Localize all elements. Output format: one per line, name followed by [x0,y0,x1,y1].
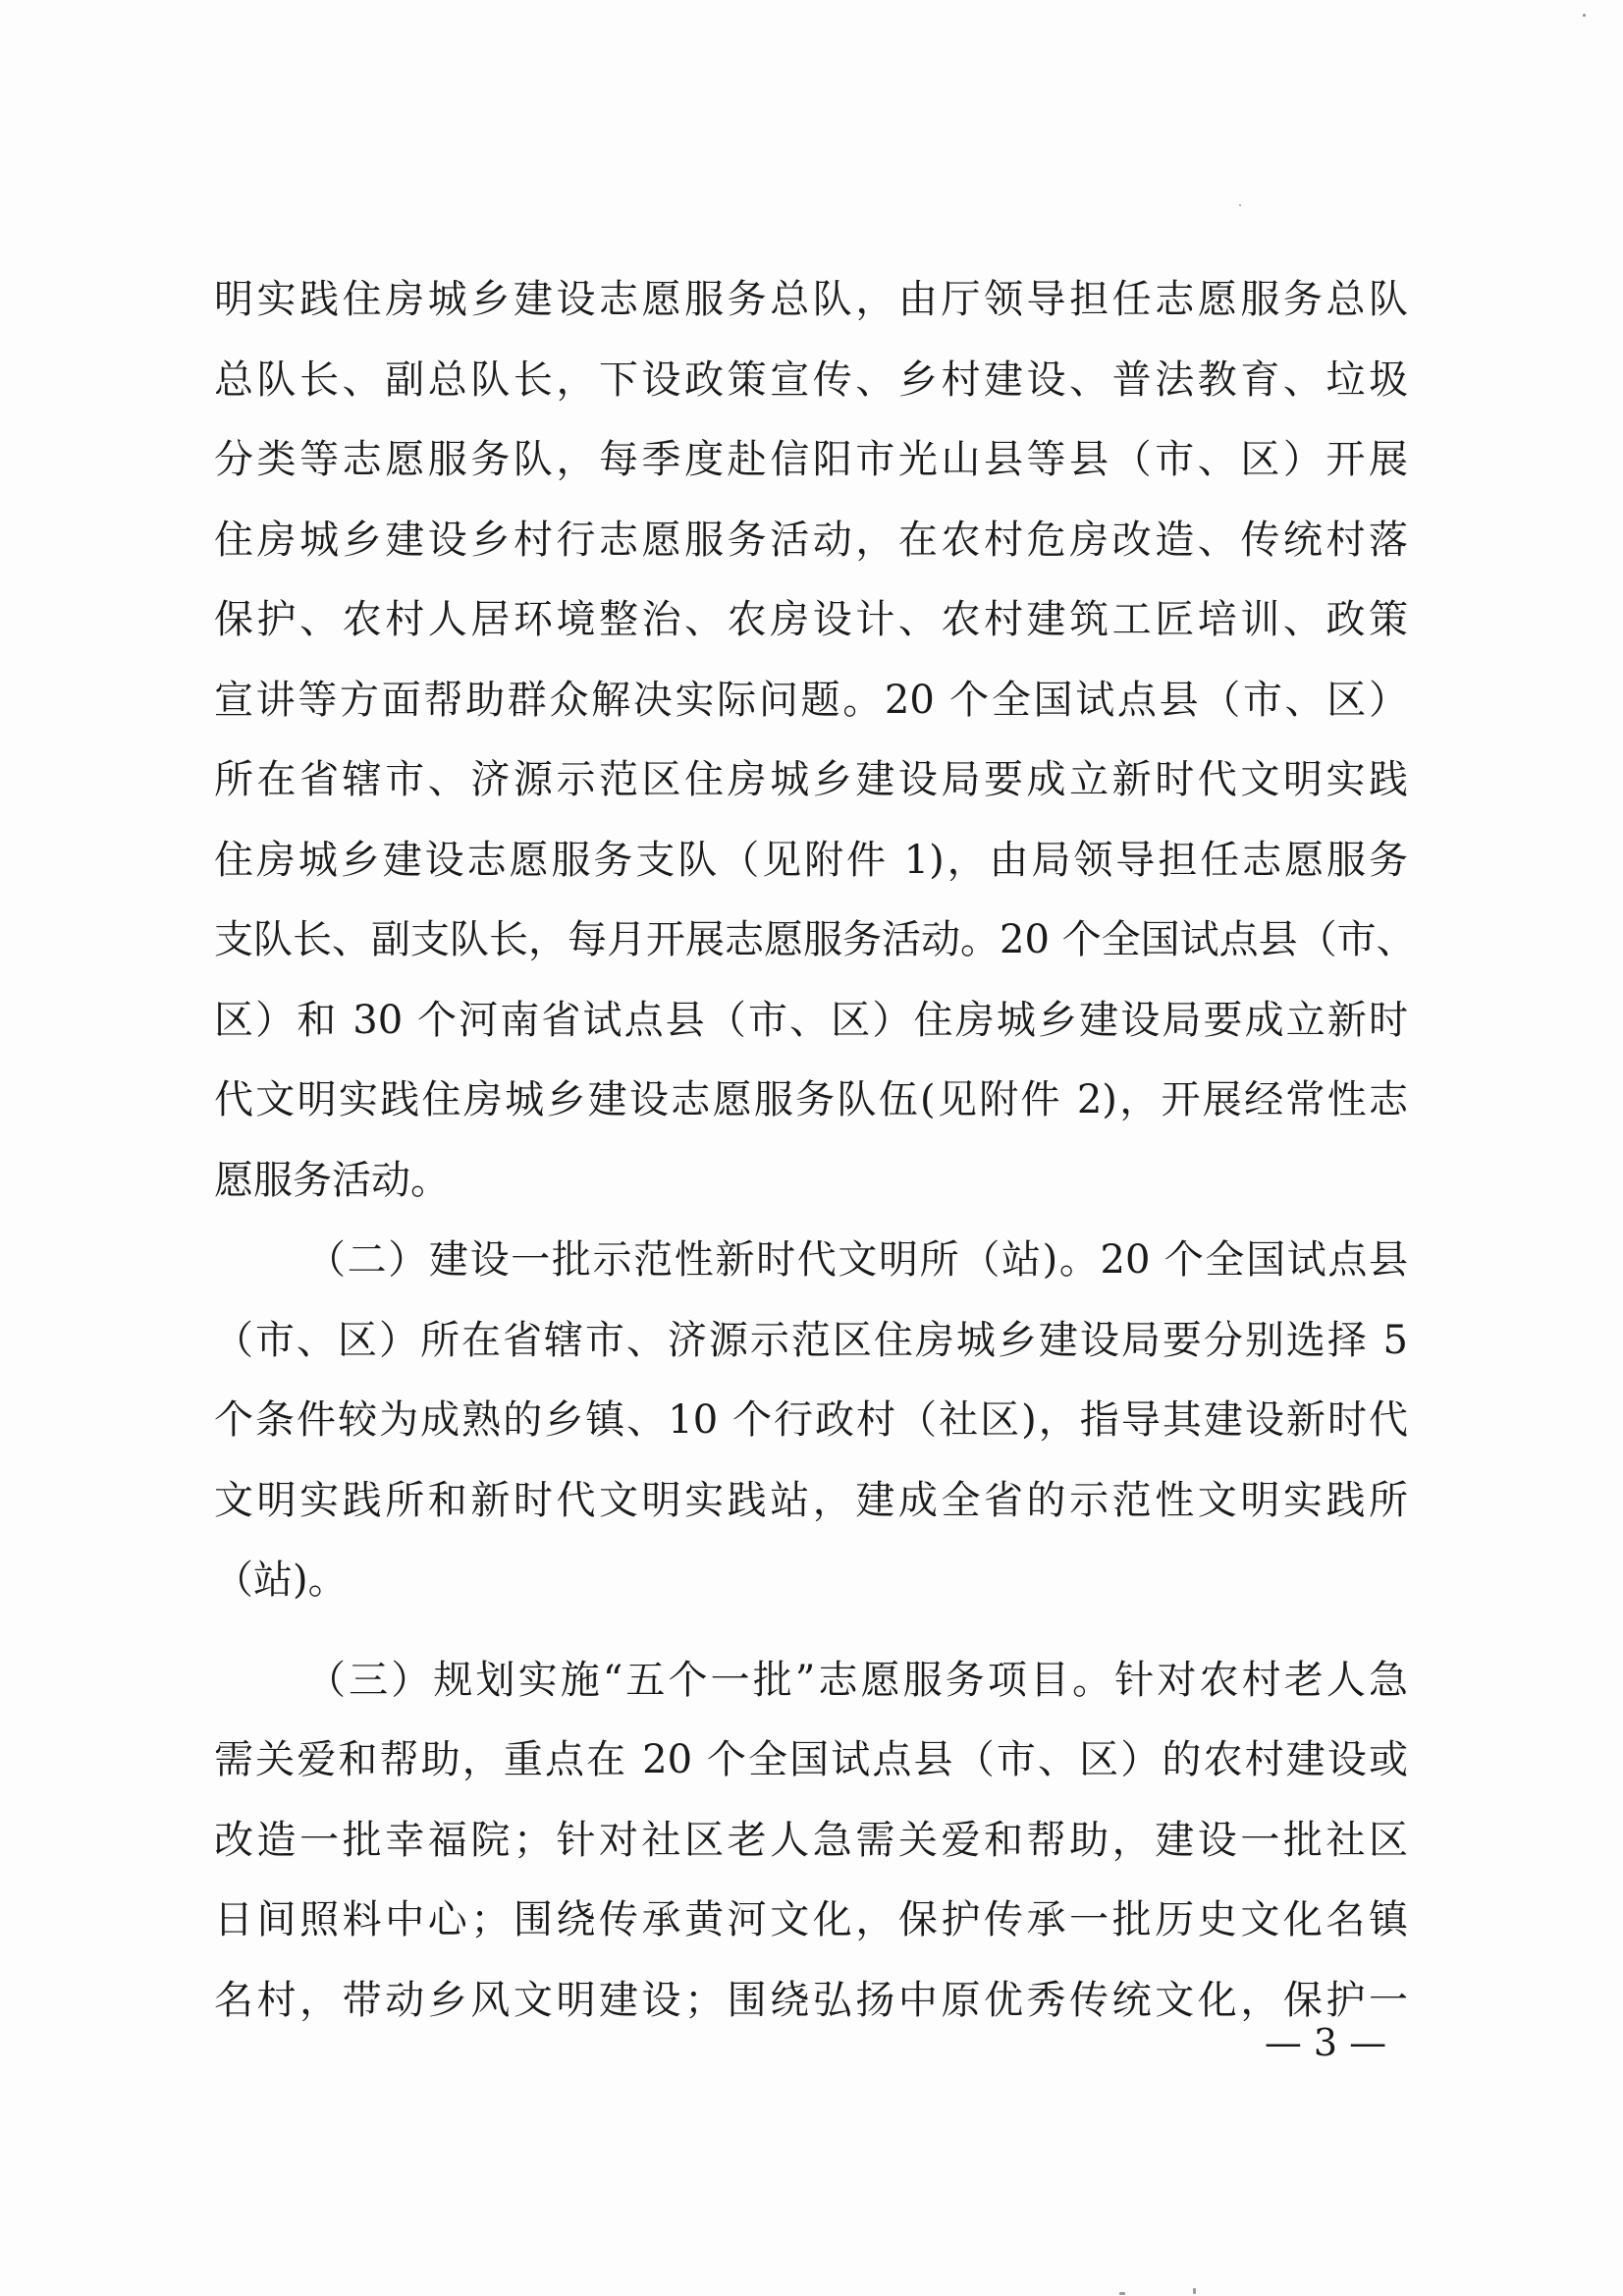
section-heading-line: （三）规划实施“五个一批”志愿服务项目。针对农村老人急 [306,1657,1408,1703]
text-line: 代文明实践住房城乡建设志愿服务队伍(见附件 2)，开展经常性志 [214,1077,1408,1122]
paragraph-gap [214,1621,1408,1641]
text-line: （站)。 [214,1558,348,1603]
text-line: 支队长、副支队长，每月开展志愿服务活动。20 个全国试点县（市、 [214,917,1416,962]
text-line: 住房城乡建设乡村行志愿服务活动，在农村危房改造、传统村落 [214,517,1408,563]
paragraph-2 [214,1221,1408,1621]
text-line: 保护、农村人居环境整治、农房设计、农村建筑工匠培训、政策 [214,597,1408,642]
scan-speck [1239,204,1241,206]
text-line: 区）和 30 个河南省试点县（市、区）住房城乡建设局要成立新时 [214,997,1408,1043]
body-text [214,260,1416,2041]
section-heading-line: （二）建设一批示范性新时代文明所（站)。20 个全国试点县 [306,1237,1408,1283]
text-line: （市、区）所在省辖市、济源示范区住房城乡建设局要分别选择 5 [214,1317,1408,1363]
text-line: 愿服务活动。 [214,1157,450,1203]
text-line: 改造一批幸福院；针对社区老人急需关爱和帮助，建设一批社区 [214,1817,1408,1863]
text-line: 明实践住房城乡建设志愿服务总队，由厅领导担任志愿服务总队 [214,277,1408,322]
text-line: 住房城乡建设志愿服务支队（见附件 1)，由局领导担任志愿服务 [214,837,1408,883]
scan-speck [1583,14,1586,17]
text-line: 宣讲等方面帮助群众解决实际问题。20 个全国试点县（市、区） [214,677,1408,723]
text-line: 需关爱和帮助，重点在 20 个全国试点县（市、区）的农村建设或 [214,1737,1408,1782]
text-line: 名村，带动乡风文明建设；围绕弘扬中原优秀传统文化，保护一 [214,1977,1408,2023]
text-line: 所在省辖市、济源示范区住房城乡建设局要成立新时代文明实践 [214,757,1408,802]
scan-speck [1193,2288,1196,2294]
text-line: 总队长、副总队长，下设政策宣传、乡村建设、普法教育、垃圾 [214,356,1408,403]
text-line: 个条件较为成熟的乡镇、10 个行政村（社区)，指导其建设新时代 [214,1397,1408,1443]
text-line: 分类等志愿服务队，每季度赴信阳市光山县等县（市、区）开展 [214,437,1408,482]
text-line: 日间照料中心；围绕传承黄河文化，保护传承一批历史文化名镇 [214,1897,1408,1942]
paragraph-3 [214,1641,1408,2042]
text-line: 文明实践所和新时代文明实践站，建成全省的示范性文明实践所 [214,1477,1408,1523]
scan-speck [1119,2292,1125,2295]
paragraph-1 [214,260,1416,1221]
page-number: — 3 — [1264,2021,1387,2064]
